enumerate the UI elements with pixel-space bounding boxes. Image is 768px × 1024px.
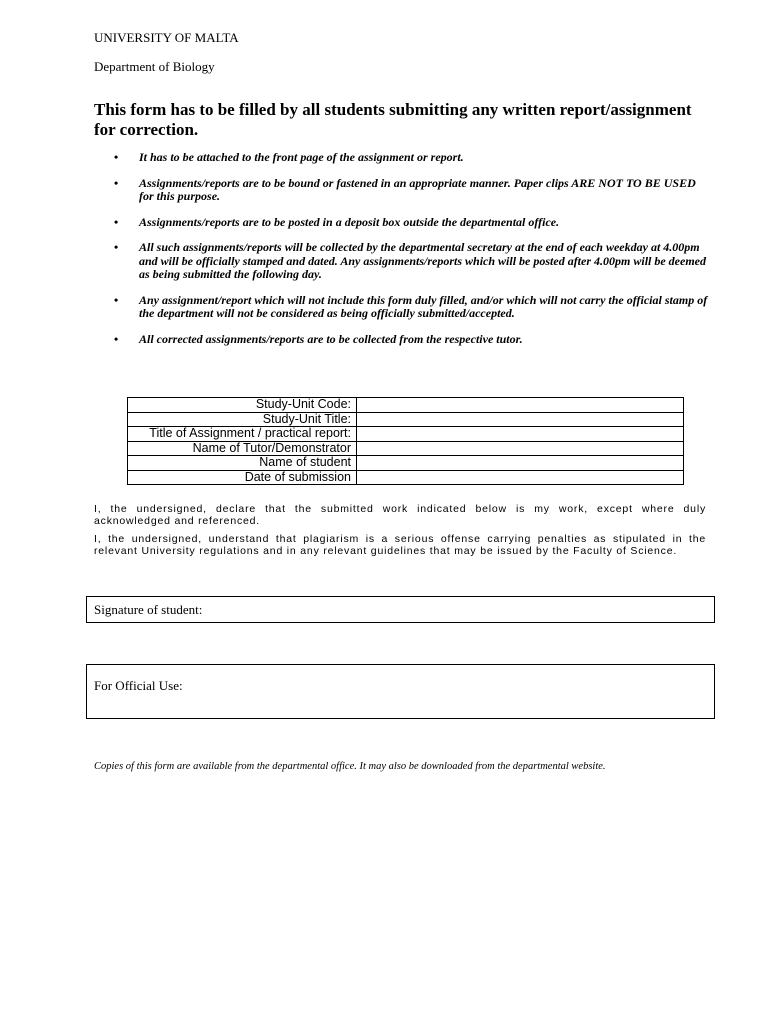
signature-label: Signature of student: [94, 602, 203, 617]
department-name: Department of Biology [94, 59, 215, 74]
table-row [128, 456, 684, 471]
list-item-text: Assignments/reports are to be bound or fastened in an appropriate manner. Paper clips ARE NOT TO BE USED for this purpose. [139, 175, 696, 203]
study-unit-code-field[interactable] [357, 398, 684, 413]
list-item-text: All such assignments/reports will be collected by the departmental secretary at the end of each weekday at 4.00pm and will be officially stamped and dated. Any assignments/reports which will be posted after 4.00pm will be deemed as being submitted the following day. [139, 240, 706, 281]
table-row [128, 398, 684, 413]
work-declaration: I, the undersigned, declare that the submitted work indicated below is my work, except where duly acknowledged and referenced. [94, 503, 706, 527]
footer-note: Copies of this form are available from the departmental office. It may also be downloaded from the departmental website. [94, 761, 606, 772]
list-item [112, 177, 712, 204]
bullet-icon: • [114, 150, 119, 164]
bullet-icon: • [114, 292, 119, 307]
list-item [112, 294, 712, 321]
table-row [128, 441, 684, 456]
table-row [128, 412, 684, 427]
study-unit-title-label: Study-Unit Title: [128, 412, 357, 427]
submission-date-field[interactable] [357, 470, 684, 485]
list-item-text: It has to be attached to the front page of the assignment or report. [139, 150, 464, 164]
list-item [112, 151, 712, 165]
tutor-name-field[interactable] [357, 441, 684, 456]
list-item [112, 241, 712, 282]
list-item-text: Assignments/reports are to be posted in a deposit box outside the departmental office. [139, 214, 560, 229]
assignment-title-field[interactable] [357, 427, 684, 442]
official-use-box [86, 664, 715, 719]
bullet-icon: • [114, 240, 119, 254]
list-item [112, 216, 712, 230]
tutor-name-label: Name of Tutor/Demonstrator [128, 441, 357, 456]
bullet-icon: • [114, 214, 119, 229]
official-use-label: For Official Use: [94, 678, 183, 693]
list-item-text: Any assignment/report which will not include this form duly filled, and/or which will not carry the official stamp of the department will not be considered as being officially submitted/accepted. [139, 292, 708, 320]
table-row [128, 470, 684, 485]
student-name-label: Name of student [128, 456, 357, 471]
study-unit-code-label: Study-Unit Code: [128, 398, 357, 413]
list-item [112, 333, 712, 347]
list-item-text: All corrected assignments/reports are to be collected from the respective tutor. [139, 331, 523, 346]
submission-details-table [127, 397, 684, 485]
study-unit-title-field[interactable] [357, 412, 684, 427]
table-row [128, 427, 684, 442]
university-name: UNIVERSITY OF MALTA [94, 30, 239, 45]
bullet-icon: • [114, 175, 119, 190]
instructions-list [112, 151, 712, 358]
plagiarism-declaration: I, the undersigned, understand that plagiarism is a serious offense carrying penalties as stipulated in the relevant University regulations and in any relevant guidelines that may be issued by the Faculty of Science. [94, 533, 706, 557]
assignment-title-label: Title of Assignment / practical report: [128, 427, 357, 442]
student-name-field[interactable] [357, 456, 684, 471]
form-heading: This form has to be filled by all students submitting any written report/assignment for correction. [94, 100, 692, 139]
signature-box[interactable] [86, 596, 715, 623]
submission-date-label: Date of submission [128, 470, 357, 485]
bullet-icon: • [114, 331, 119, 346]
